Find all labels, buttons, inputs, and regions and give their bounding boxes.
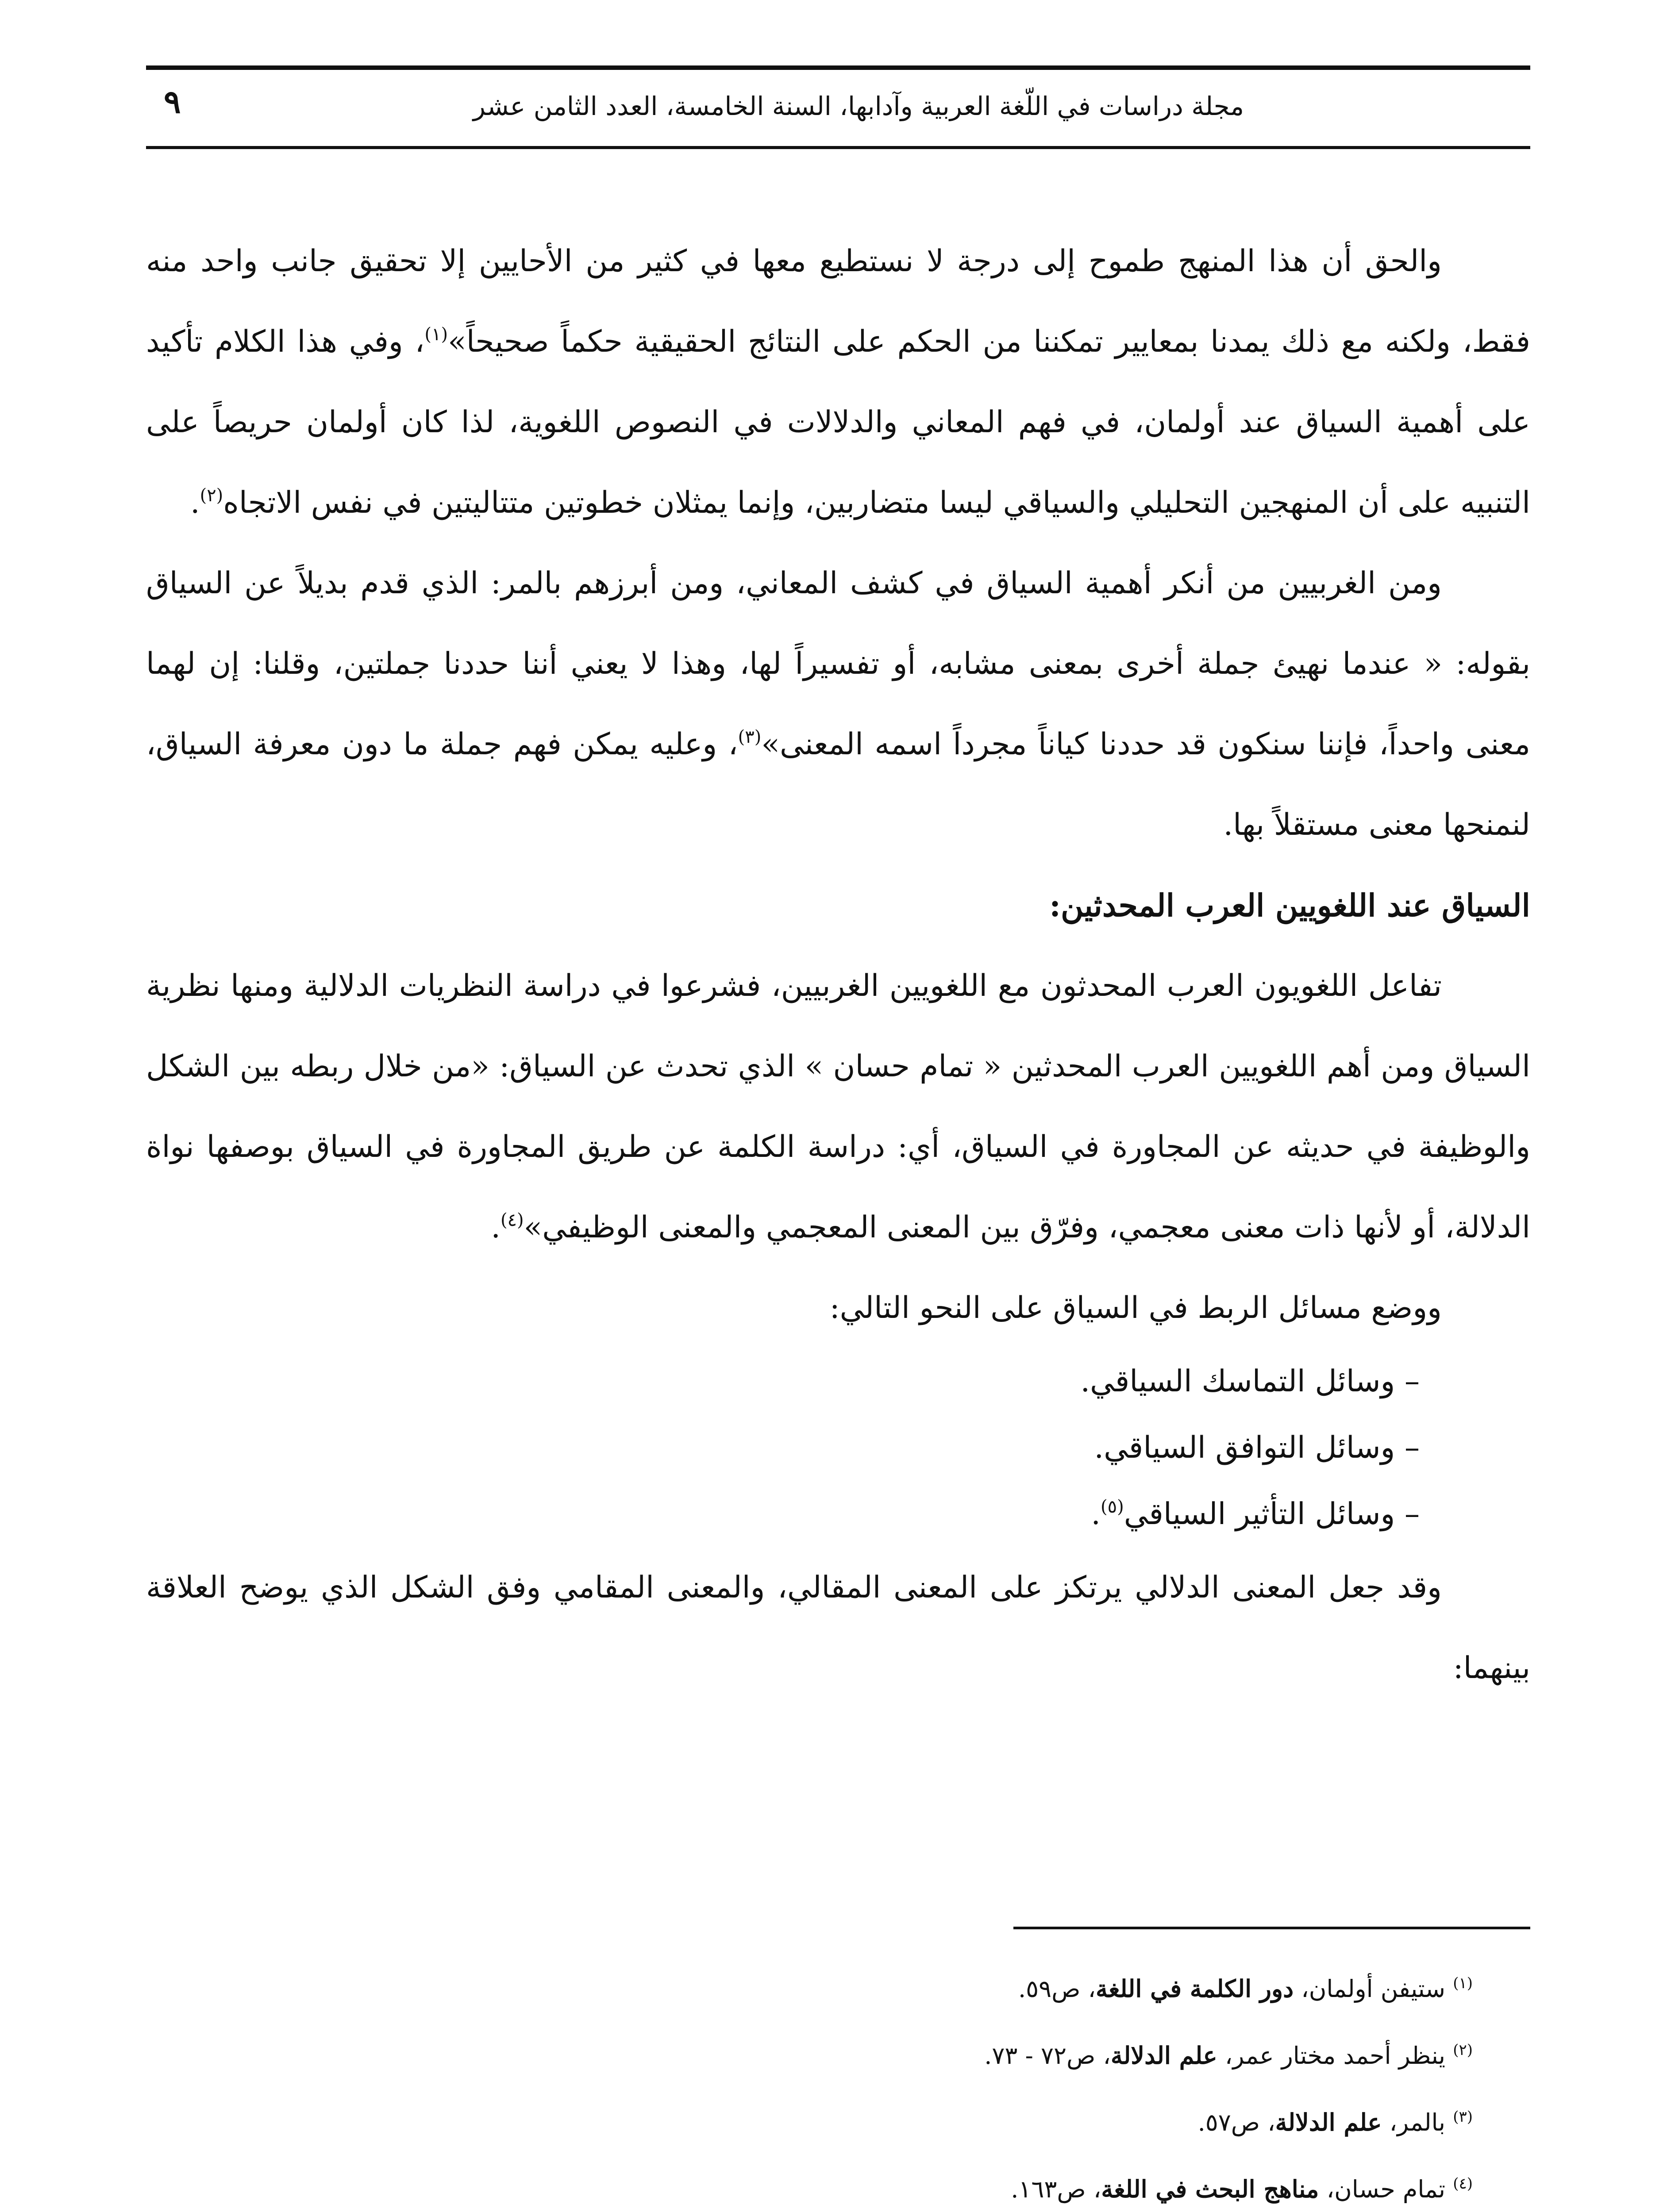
paragraph-text: ومن الغربيين من أنكر أهمية السياق في كشف المعاني، ومن أبرزهم بالمر: الذي قدم بديلاً عن السياق بقوله: « عندما نهيئ جملة أخرى بمعنى مشابه، أو تفسيراً لها، وهذا لا يعني أننا حددنا جملتين، وقلنا: إن لهما معنى واحداً، فإننا سنكون قد حددنا كياناً مجرداً اسمه المعنى» <box>146 566 1531 762</box>
paragraph-text: تفاعل اللغويون العرب المحدثون مع اللغويين الغربيين، فشرعوا في دراسة النظريات الدلالية ومنها نظرية السياق ومن أهم اللغويين العرب المحدثين « تمام حسان » الذي تحدث عن السياق: «من خلال ربطه بين الشكل والوظيفة في حديثه عن المجاورة في السياق، أي: دراسة الكلمة عن طريق المجاورة في السياق بوصفها نواة الدلالة، أو لأنها ذات معنى معجمي، وفرّق بين المعنى المعجمي والمعنى الوظيفي» <box>146 968 1530 1245</box>
header-bottom-rule <box>146 146 1530 149</box>
footnote-ref-4[interactable]: (٤) <box>500 1210 524 1230</box>
footnote-book-title: مناهج البحث في اللغة <box>1101 2175 1319 2203</box>
section-heading: السياق عند اللغويين العرب المحدثين: <box>1049 887 1530 924</box>
article-body <box>146 221 1530 1805</box>
paragraph-end: . <box>190 485 200 520</box>
footnote-number: (٣) <box>1453 2108 1473 2126</box>
footnote-number: (٤) <box>1453 2175 1473 2193</box>
footnote-number: (٢) <box>1453 2041 1473 2059</box>
footnote-page: ، ص٧٢ - ٧٣. <box>984 2042 1111 2070</box>
list-item-end: . <box>1091 1497 1101 1532</box>
footnote <box>146 2089 1530 2156</box>
paragraph-text: والحق أن هذا المنهج طموح إلى درجة لا نستطيع معها في كثير من الأحايين إلا تحقيق جانب واحد منه فقط، ولكنه مع ذلك يمدنا بمعايير تمكننا من الحكم على النتائج الحقيقية حكماً صحيحاً» <box>146 244 1530 359</box>
page-number: ٩ <box>164 83 181 120</box>
running-header-title: مجلة دراسات في اللّغة العربية وآدابها، السنة الخامسة، العدد الثامن عشر <box>473 91 1244 121</box>
footnote <box>146 2156 1530 2212</box>
footnote-page: ، ص٥٧. <box>1197 2108 1275 2136</box>
paragraph-tammam-hassan <box>146 946 1530 1268</box>
footnote-separator <box>1013 1927 1530 1929</box>
footnote-author: بالمر، <box>1382 2108 1446 2136</box>
footnote-book-title: دور الكلمة في اللغة <box>1096 1974 1294 2003</box>
footnote-author: تمام حسان، <box>1319 2175 1446 2203</box>
paragraph-ullmann <box>146 221 1530 543</box>
footnote-page: ، ص٥٩. <box>1018 1975 1096 2003</box>
paragraph-text: ، وفي هذا الكلام تأكيد على أهمية السياق عند أولمان، في فهم المعاني والدلالات في النصوص اللغوية، لذا كان أولمان حريصاً على التنبيه على أن المنهجين التحليلي والسياقي ليسا متضاربين، وإنما يمثلان خطوتين متتاليتين في نفس الاتجاه <box>146 324 1530 520</box>
footnote-book-title: علم الدلالة <box>1110 2041 1217 2070</box>
footnote-author: ينظر أحمد مختار عمر، <box>1217 2042 1446 2070</box>
footnote <box>146 2022 1530 2089</box>
footnote-ref-2[interactable]: (٢) <box>200 485 223 506</box>
paragraph-palmer <box>146 543 1530 865</box>
paragraph-end: . <box>491 1210 501 1245</box>
paragraph-semantic-meaning: وقد جعل المعنى الدلالي يرتكز على المعنى المقالي، والمعنى المقامي وفق الشكل الذي يوضح العلاقة بينهما: <box>146 1570 1530 1686</box>
footnotes <box>146 1955 1530 2212</box>
footnote-author: ستيفن أولمان، <box>1294 1975 1446 2003</box>
header-top-rule <box>146 65 1530 70</box>
paragraph-linking-means: ووضع مسائل الربط في السياق على النحو التالي: <box>829 1290 1442 1325</box>
paragraph-text: ، وعليه يمكن فهم جملة ما دون معرفة السياق، لنمنحها معنى مستقلاً بها. <box>146 727 1530 842</box>
list-item: – وسائل التوافق السياقي. <box>1094 1430 1420 1465</box>
list-item: – وسائل التماسك السياقي. <box>1080 1364 1420 1399</box>
footnote-page: ، ص١٦٣. <box>1011 2175 1101 2203</box>
footnote-ref-1[interactable]: (١) <box>424 324 448 345</box>
footnote-ref-3[interactable]: (٣) <box>738 727 762 747</box>
footnote <box>146 1955 1530 2022</box>
footnote-book-title: علم الدلالة <box>1275 2108 1382 2136</box>
list-item-text: – وسائل التأثير السياقي <box>1124 1497 1420 1532</box>
list-item <box>146 1481 1530 1548</box>
footnote-ref-5[interactable]: (٥) <box>1100 1497 1124 1517</box>
footnote-number: (١) <box>1453 1974 1473 1992</box>
